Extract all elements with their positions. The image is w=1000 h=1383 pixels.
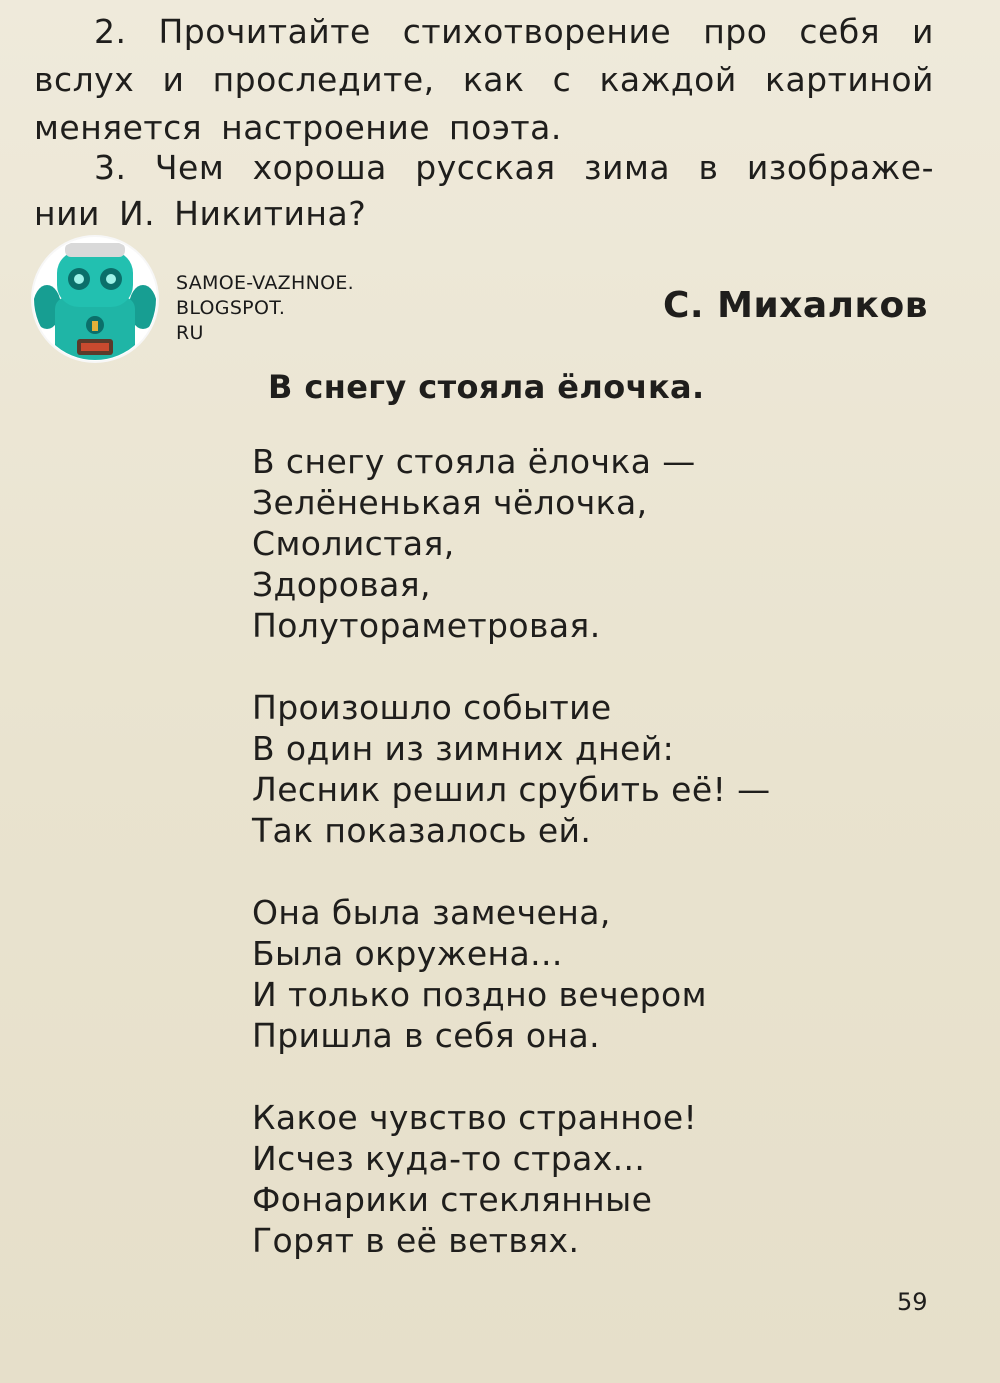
poem-line: Лесник решил срубить её! — [252, 770, 771, 809]
poem-line: Фонарики стеклянные [252, 1180, 653, 1219]
poem-line: Зелёненькая чёлочка, [252, 483, 648, 522]
poem-line: Пришла в себя она. [252, 1016, 600, 1055]
poem-line: Исчез куда-то страх... [252, 1139, 646, 1178]
poem-line: Полутораметровая. [252, 606, 601, 645]
stanza-break [252, 1056, 952, 1097]
poem-line: И только поздно вечером [252, 975, 707, 1014]
poem-line: Произошло событие [252, 688, 612, 727]
question-2-line: 2. Прочитайте стихотворение про себя и [94, 12, 934, 51]
watermark-line: RU [176, 322, 204, 344]
poem-author: С. Михалков [662, 285, 928, 326]
poem-body [252, 441, 952, 1261]
question-2-line: меняется настроение поэта. [34, 108, 562, 147]
watermark-line: SAMOE-VAZHNOE. [176, 272, 355, 294]
question-3-line: 3. Чем хороша русская зима в изображе- [94, 148, 934, 187]
poem-title: В снегу стояла ёлочка. [268, 368, 705, 406]
poem-line: Смолистая, [252, 524, 455, 563]
poem-line: В снегу стояла ёлочка — [252, 442, 696, 481]
poem-line: Так показалось ей. [252, 811, 592, 850]
poem-line: Какое чувство странное! [252, 1098, 698, 1137]
question-2 [34, 12, 934, 156]
robot-logo-icon [33, 237, 157, 361]
poem-line: В один из зимних дней: [252, 729, 675, 768]
stanza-break [252, 851, 952, 892]
poem-line: Горят в её ветвях. [252, 1221, 580, 1260]
poem-line: Была окружена... [252, 934, 563, 973]
stanza-break [252, 646, 952, 687]
question-3 [34, 148, 934, 240]
blog-watermark-text [176, 271, 354, 346]
question-3-line: нии И. Никитина? [34, 194, 367, 233]
watermark-line: BLOGSPOT. [176, 297, 286, 319]
poem-line: Здоровая, [252, 565, 431, 604]
poem-line: Она была замечена, [252, 893, 611, 932]
question-2-line: вслух и проследите, как с каждой картиной [34, 60, 934, 99]
page-number: 59 [897, 1288, 928, 1316]
